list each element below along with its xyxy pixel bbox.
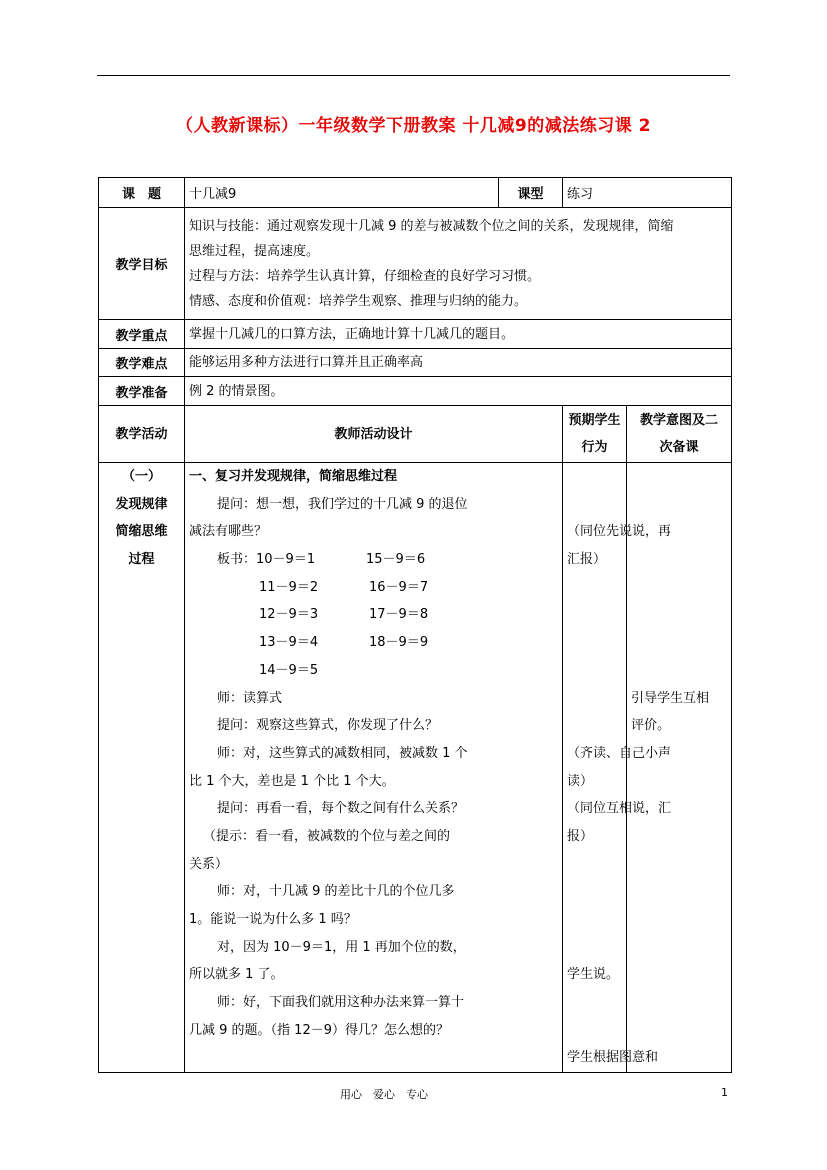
difficulty-label: 教学难点 bbox=[99, 349, 185, 377]
student-column-header: 预期学生行为 bbox=[563, 406, 627, 463]
formula: 14－9＝5 bbox=[259, 662, 319, 678]
activity-row bbox=[99, 463, 732, 1073]
teacher-activity-cell bbox=[185, 463, 563, 1073]
header-rule bbox=[97, 75, 730, 76]
board-formula-line bbox=[189, 546, 558, 574]
footer-motto: 用心 爱心 专心 bbox=[340, 1088, 428, 1101]
student-line: （齐读、自己小声 bbox=[567, 745, 672, 761]
teacher-line: 提问：再看一看，每个数之间有什么关系？ bbox=[217, 801, 465, 817]
formula: 16－9＝7 bbox=[369, 579, 429, 595]
teacher-line: 减法有哪些？ bbox=[189, 524, 268, 540]
key-point-row bbox=[99, 320, 732, 349]
lesson-plan-table bbox=[98, 177, 732, 1073]
preparation-label: 教学准备 bbox=[99, 377, 185, 406]
student-line: 学生根据图意和 bbox=[567, 1050, 659, 1066]
section-heading: 一、复习并发现规律，简缩思维过程 bbox=[189, 469, 398, 484]
key-point-label: 教学重点 bbox=[99, 320, 185, 349]
type-label: 课型 bbox=[499, 178, 563, 208]
teacher-line: 1。能说一说为什么多 1 吗？ bbox=[189, 912, 357, 927]
document-title: （人教新课标）一年级数学下册教案 十几减9的减法练习课 2 bbox=[176, 116, 651, 136]
intent-cell bbox=[627, 463, 732, 1073]
activity-line: 简缩思维 bbox=[115, 524, 168, 540]
formula: 18－9＝9 bbox=[369, 635, 429, 651]
activity-cell bbox=[99, 463, 185, 1073]
activity-line: 过程 bbox=[128, 552, 155, 568]
topic-row bbox=[99, 178, 732, 208]
teacher-line: （提示：看一看，被减数的个位与差之间的 bbox=[203, 828, 451, 844]
teacher-line: 几减 9 的题。（指 12－9）得几？怎么想的？ bbox=[189, 1022, 449, 1038]
teacher-line: 师：好，下面我们就用这种办法来算一算十 bbox=[217, 995, 465, 1011]
key-point-value: 掌握十几减几的口算方法，正确地计算十几减几的题目。 bbox=[185, 320, 732, 349]
difficulty-value: 能够运用多种方法进行口算并且正确率高 bbox=[185, 349, 732, 377]
student-line: （同位先说说，再 bbox=[567, 524, 672, 540]
type-value: 练习 bbox=[563, 178, 732, 208]
objective-line: 情感、态度和价值观：培养学生观察、推理与归纳的能力。 bbox=[189, 293, 528, 309]
intent-line: 引导学生互相 bbox=[631, 690, 710, 706]
column-header-row bbox=[99, 406, 732, 463]
formula: 10－9＝1 bbox=[256, 552, 316, 568]
intent-header-line: 次备课 bbox=[659, 440, 699, 455]
board-formula-line bbox=[189, 574, 558, 602]
difficulty-row bbox=[99, 349, 732, 377]
teacher-line: 对，因为 10－9＝1，用 1 再加个位的数， bbox=[217, 939, 466, 955]
teacher-line: 师：读算式 bbox=[217, 690, 283, 706]
board-formula-line bbox=[189, 601, 558, 629]
preparation-value: 例 2 的情景图。 bbox=[185, 377, 732, 406]
student-line: （同位互相说，汇 bbox=[567, 801, 672, 817]
activity-column-header: 教学活动 bbox=[99, 406, 185, 463]
topic-label: 课 题 bbox=[99, 178, 185, 208]
activity-line: 发现规律 bbox=[115, 496, 168, 512]
objective-line: 过程与方法：培养学生认真计算，仔细检查的良好学习习惯。 bbox=[189, 268, 541, 284]
teacher-line: 所以就多 1 了。 bbox=[189, 967, 284, 983]
activity-line: （一） bbox=[121, 469, 161, 484]
board-label: 板书： bbox=[217, 552, 257, 568]
student-line: 汇报） bbox=[567, 552, 607, 568]
teacher-column-header: 教师活动设计 bbox=[185, 406, 563, 463]
intent-line: 评价。 bbox=[631, 718, 671, 734]
page-number: 1 bbox=[721, 1086, 728, 1099]
intent-column-header bbox=[627, 406, 732, 463]
objective-line: 思维过程，提高速度。 bbox=[189, 243, 320, 259]
teacher-line: 提问：观察这些算式，你发现了什么？ bbox=[217, 718, 439, 734]
objective-line: 知识与技能：通过观察发现十几减 9 的差与被减数个位之间的关系，发现规律，简缩 bbox=[189, 218, 674, 234]
board-formula-line bbox=[189, 657, 558, 685]
teacher-line: 师：对，十几减 9 的差比十几的个位几多 bbox=[217, 884, 455, 900]
teacher-line: 师：对，这些算式的减数相同，被减数 1 个 bbox=[217, 745, 468, 761]
student-line: 学生说。 bbox=[567, 967, 620, 983]
formula: 15－9＝6 bbox=[366, 552, 426, 568]
formula: 12－9＝3 bbox=[259, 607, 319, 623]
student-line: 报） bbox=[567, 828, 594, 844]
student-line: 读） bbox=[567, 773, 594, 789]
objectives-row bbox=[99, 208, 732, 320]
teacher-line: 比 1 个大，差也是 1 个比 1 个大。 bbox=[189, 773, 395, 789]
formula: 11－9＝2 bbox=[259, 579, 319, 595]
topic-value: 十几减9 bbox=[185, 178, 499, 208]
objectives-label: 教学目标 bbox=[99, 208, 185, 320]
preparation-row bbox=[99, 377, 732, 406]
teacher-line: 关系） bbox=[189, 856, 229, 872]
formula: 17－9＝8 bbox=[369, 607, 429, 623]
objectives-content bbox=[185, 208, 732, 320]
formula: 13－9＝4 bbox=[259, 635, 319, 651]
intent-header-line: 教学意图及二 bbox=[640, 413, 719, 428]
teacher-line: 提问：想一想，我们学过的十几减 9 的退位 bbox=[217, 496, 468, 512]
board-formula-line bbox=[189, 629, 558, 657]
